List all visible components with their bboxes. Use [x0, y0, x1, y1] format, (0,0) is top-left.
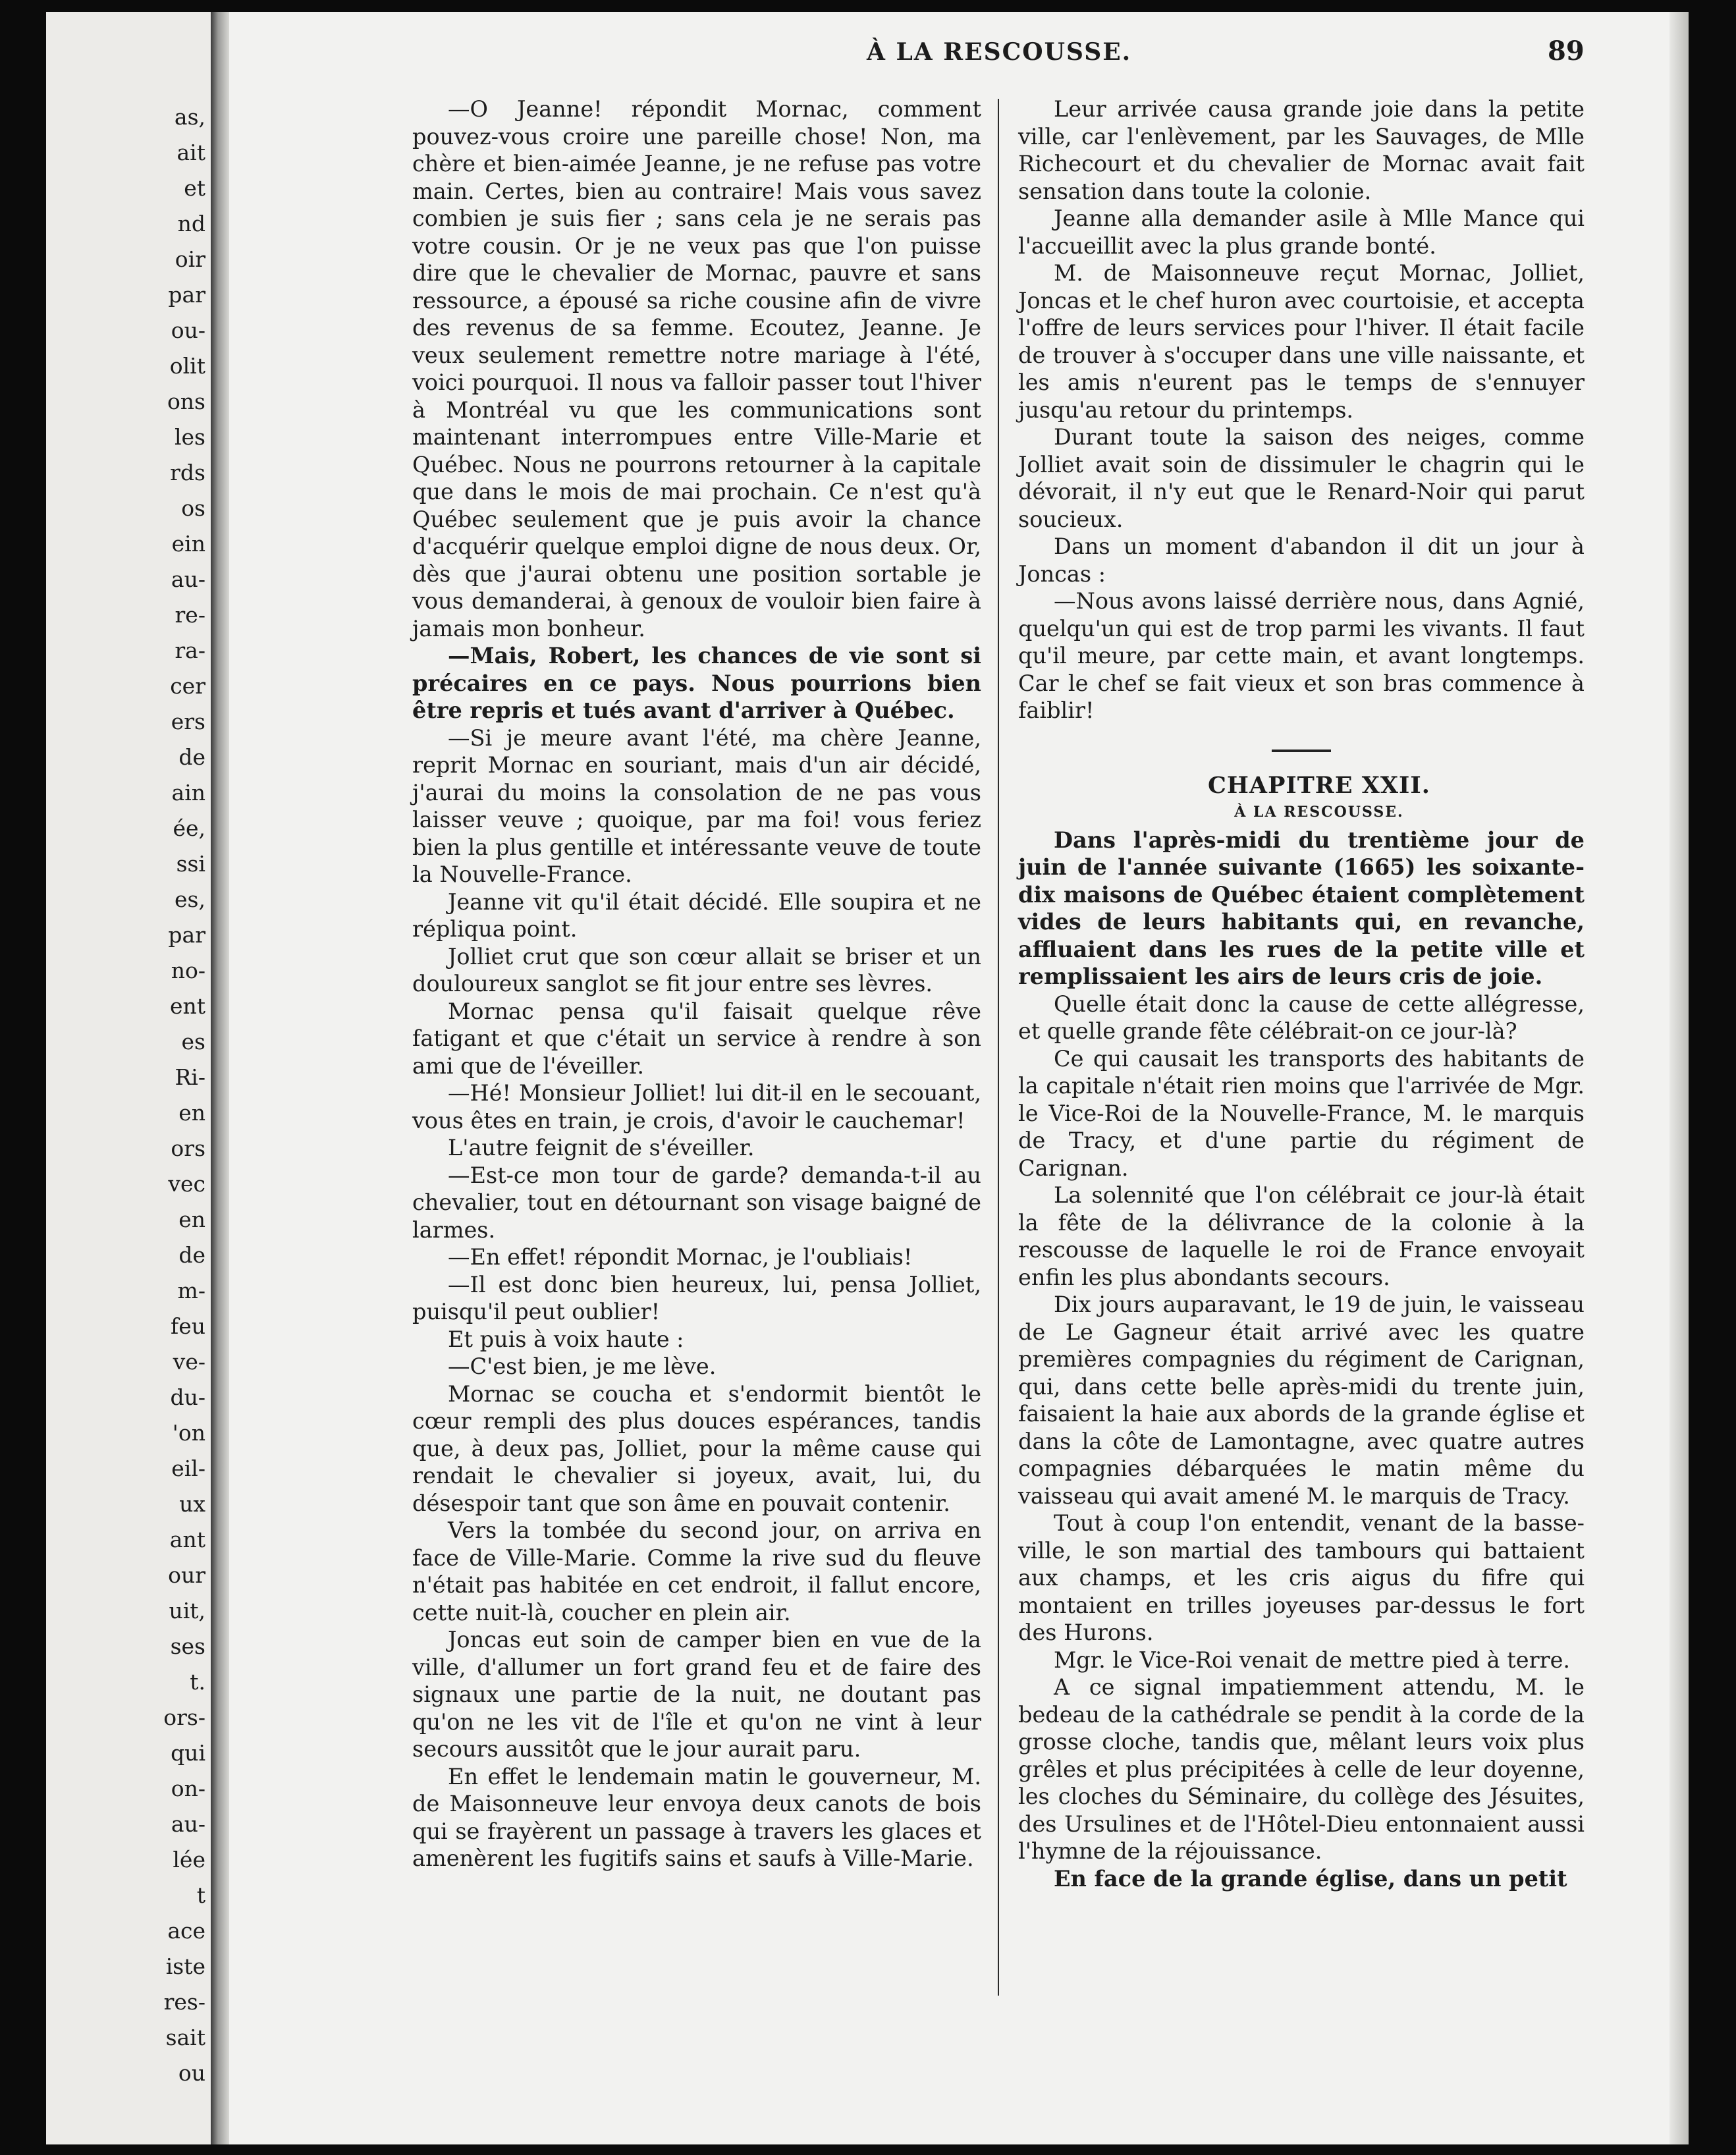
previous-page-fragment: es,	[175, 887, 205, 912]
previous-page-fragment: ve-	[173, 1349, 205, 1375]
paragraph: —O Jeanne! répondit Mornac, comment pouvez-vous croire une pareille chose! Non, ma chère et bien-aimée Jeanne, je ne refuse pas votre main. Certes, bien au contraire! Mais vous savez combien je suis fier ; sans cela je ne serais pas votre cousin. Or je ne veux pas que l'on puisse dire que le chevalier de Mornac, pauvre et sans ressource, a épousé sa riche cousine afin de vivre des revenus de sa femme. Ecoutez, Jeanne. Je veux seulement remettre notre mariage à l'été, voici pourquoi. Il nous va falloir passer tout l'hiver à Montréal vu que les communications sont maintenant interrompues entre Ville-Marie et Québec. Nous ne pourrons retourner à la capitale que dans le mois de mai prochain. Ce n'est qu'à Québec seulement que je puis avoir la chance d'acquérir quelque emploi digne de nous deux. Or, dès que j'aurai obtenu une position sortable je vous demanderai, à genoux de vouloir bien faire à jamais mon bonheur.	[412, 96, 981, 641]
right-column-bottom	[1018, 827, 1585, 1893]
paragraph: Leur arrivée causa grande joie dans la petite ville, car l'enlèvement, par les Sauvages, de Mlle Richecourt et du chevalier de Mornac avait fait sensation dans toute la colonie.	[1018, 96, 1585, 204]
paragraph: Quelle était donc la cause de cette allégresse, et quelle grande fête célébrait-on ce jour-là?	[1018, 991, 1585, 1044]
previous-page-fragment: os	[181, 495, 205, 521]
paragraph: L'autre feignit de s'éveiller.	[448, 1135, 755, 1160]
previous-page-fragment: ait	[176, 140, 205, 165]
scan-frame-right	[1689, 0, 1736, 2155]
paragraph: —Est-ce mon tour de garde? demanda-t-il au chevalier, tout en détournant son visage baigné de larmes.	[412, 1162, 981, 1243]
previous-page-fragment: ers	[171, 709, 205, 734]
previous-page-fragment: t	[196, 1882, 205, 1908]
chapter-subtitle: À LA RESCOUSSE.	[1234, 804, 1404, 821]
previous-page-fragment: sait	[165, 2025, 205, 2050]
previous-page-fragment: par	[168, 282, 205, 308]
scan-frame-bottom	[0, 2144, 1736, 2155]
previous-page-fragment: ein	[171, 531, 205, 557]
previous-page-fragment: Ri-	[175, 1064, 205, 1090]
previous-page-fragment: de	[178, 1242, 205, 1268]
previous-page-fragment: et	[184, 175, 205, 201]
paragraph: Ce qui causait les transports des habitants de la capitale n'était rien moins que l'arrivée de Mgr. le Vice-Roi de la Nouvelle-France, M. le marquis de Tracy, et d'une partie du régiment de Carignan.	[1018, 1045, 1585, 1181]
previous-page-fragment: en	[178, 1207, 205, 1232]
paragraph: La solennité que l'on célébrait ce jour-là était la fête de la délivrance de la colonie à la rescousse de laquelle le roi de France envoyait enfin les plus abondants secours.	[1018, 1182, 1585, 1290]
previous-page-fragment: lée	[173, 1847, 205, 1872]
right-text-column	[1018, 95, 1585, 1892]
paragraph: —Nous avons laissé derrière nous, dans Agnié, quelqu'un qui est de trop parmi les vivants. Il faut qu'il meure, par cette main, et avant longtemps. Car le chef se fait vieux et son bras commence à faiblir!	[1018, 588, 1585, 723]
paragraph: Mgr. le Vice-Roi venait de mettre pied à terre.	[1054, 1647, 1571, 1673]
paragraph: Durant toute la saison des neiges, comme Jolliet avait soin de dissimuler le chagrin qui le dévorait, il n'y eut que le Renard-Noir qui parut soucieux.	[1018, 424, 1585, 532]
previous-page-fragment: ant	[169, 1527, 205, 1552]
paragraph: Jeanne vit qu'il était décidé. Elle soupira et ne répliqua point.	[412, 888, 981, 942]
previous-page-fragment: as,	[174, 104, 205, 130]
paragraph: —Hé! Monsieur Jolliet! lui dit-il en le secouant, vous êtes en train, je crois, d'avoir le cauchemar!	[412, 1080, 981, 1133]
previous-page-fragment: au-	[171, 566, 205, 592]
paragraph: —Mais, Robert, les chances de vie sont si précaires en ce pays. Nous pourrions bien être repris et tués avant d'arriver à Québec.	[412, 643, 981, 723]
right-column-top	[1018, 95, 1585, 724]
paragraph: Mornac se coucha et s'endormit bientôt le cœur rempli des plus douces espérances, tandis que, à deux pas, Jolliet, pour la même cause qui rendait le chevalier si joyeux, avait, lui, du désespoir tant que son âme en pouvait contenir.	[412, 1380, 981, 1516]
previous-page-fragment: en	[178, 1100, 205, 1126]
previous-page-fragment: 'on	[172, 1420, 205, 1446]
previous-page-fragment: nd	[177, 211, 205, 236]
previous-page-fragment: our	[168, 1562, 205, 1588]
paragraph: En effet le lendemain matin le gouverneur, M. de Maisonneuve leur envoya deux canots de bois qui se frayèrent un passage à travers les glaces et amenèrent les fugitifs sains et saufs à Ville-Marie.	[412, 1763, 981, 1871]
previous-page-fragment: iste	[165, 1953, 205, 1979]
previous-page-fragment: feu	[171, 1313, 205, 1339]
paragraph: Joncas eut soin de camper bien en vue de la ville, d'allumer un fort grand feu et de faire des signaux une partie de la nuit, ne doutant pas qu'on ne les vit de l'île et qu'on ne vint à leur secours aussitôt que le jour aurait paru.	[412, 1627, 981, 1762]
previous-page-fragment: ain	[171, 780, 205, 805]
paragraph: Jolliet crut que son cœur allait se briser et un douloureux sanglot se fit jour entre ses lèvres.	[412, 943, 981, 996]
previous-page-fragment: ses	[170, 1633, 205, 1659]
previous-page-fragment: m-	[177, 1278, 205, 1303]
previous-page-fragment: ors-	[163, 1705, 205, 1730]
previous-page-fragment: ace	[167, 1918, 205, 1944]
previous-page-fragment: ons	[167, 389, 205, 414]
section-rule	[1272, 750, 1331, 752]
previous-page-fragment: ou-	[171, 317, 205, 343]
paragraph: Dix jours auparavant, le 19 de juin, le vaisseau de Le Gagneur était arrivé avec les quatre premières compagnies du régiment de Carignan, qui, dans cette belle après-midi du trente juin, faisaient la haie aux abords de la grande église et dans la côte de Lamontagne, avec quatre autres compagnies débarquées le matin même du vaisseau qui avait amené M. le marquis de Tracy.	[1018, 1292, 1585, 1509]
previous-page-fragment: ée,	[173, 815, 205, 841]
previous-page-fragment: de	[178, 744, 205, 770]
previous-page-fragment: ent	[169, 993, 205, 1019]
paragraph: M. de Maisonneuve reçut Mornac, Jolliet, Joncas et le chef huron avec courtoisie, et accepta l'offre de leurs services pour l'hiver. Il était facile de trouver à s'occuper dans une ville naissante, et les amis n'eurent pas le temps de s'ennuyer jusqu'au retour du printemps.	[1018, 260, 1585, 423]
previous-page-fragment: eil-	[171, 1456, 205, 1481]
book-gutter	[211, 12, 229, 2144]
paragraph: Dans l'après-midi du trentième jour de juin de l'année suivante (1665) les soixante-dix maisons de Québec étaient complètement vides de leurs habitants qui, en revanche, affluaient dans les rues de la petite ville et remplissaient les airs de leurs cris de joie.	[1018, 827, 1585, 989]
previous-page-fragment: ra-	[175, 638, 205, 663]
previous-page-fragment: no-	[171, 958, 205, 983]
paragraph: —Il est donc bien heureux, lui, pensa Jolliet, puisqu'il peut oublier!	[412, 1271, 981, 1324]
previous-page-fragment: cer	[170, 673, 205, 699]
previous-page-fragment: on-	[171, 1776, 205, 1801]
previous-page-fragment: uit,	[169, 1598, 205, 1623]
paragraph: —En effet! répondit Mornac, je l'oubliais!	[448, 1244, 913, 1270]
column-divider	[998, 99, 999, 1996]
paragraph: Dans un moment d'abandon il dit un jour à Joncas :	[1018, 533, 1585, 587]
previous-page-fragment: ors	[171, 1135, 205, 1161]
previous-page-fragment: ssi	[176, 851, 205, 877]
chapter-title: CHAPITRE XXII.	[1207, 771, 1430, 799]
previous-page-fragment: du-	[170, 1384, 205, 1410]
previous-page-fragment: re-	[175, 602, 205, 628]
previous-page-fragment: t.	[190, 1669, 205, 1695]
previous-page-edge	[46, 12, 211, 2144]
previous-page-fragment: rds	[170, 460, 205, 485]
page-number: 89	[1548, 36, 1585, 67]
previous-page-fragment: olit	[169, 353, 205, 379]
previous-page-fragment: res-	[163, 1989, 205, 2015]
previous-page-fragment: par	[168, 922, 205, 948]
scan-frame-left	[0, 0, 46, 2155]
running-header: À LA RESCOUSSE.	[867, 38, 1132, 66]
previous-page-fragment: ux	[179, 1491, 205, 1517]
paragraph: Jeanne alla demander asile à Mlle Mance qui l'accueillit avec la plus grande bonté.	[1018, 205, 1585, 259]
page-edge-shadow	[1669, 12, 1689, 2144]
previous-page-fragment: au-	[171, 1811, 205, 1837]
paragraph: Et puis à voix haute :	[448, 1326, 684, 1352]
paragraph: Vers la tombée du second jour, on arriva en face de Ville-Marie. Comme la rive sud du fleuve n'était pas habitée en cet endroit, il fallut encore, cette nuit-là, coucher en plein air.	[412, 1517, 981, 1625]
previous-page-fragment: oir	[175, 246, 205, 272]
previous-page-fragment: vec	[168, 1171, 205, 1197]
previous-page-fragment: qui	[171, 1740, 205, 1766]
paragraph: —C'est bien, je me lève.	[448, 1353, 717, 1379]
previous-page-fragment: es	[181, 1029, 205, 1054]
paragraph: A ce signal impatiemment attendu, M. le bedeau de la cathédrale se pendit à la corde de la grosse cloche, tandis que, mêlant leurs voix plus grêles et plus précipitées à celle de leur doyenne, les cloches du Séminaire, du collège des Jésuites, des Ursulines et de l'Hôtel-Dieu entonnaient aussi l'hymne de la réjouissance.	[1018, 1674, 1585, 1864]
paragraph: —Si je meure avant l'été, ma chère Jeanne, reprit Mornac en souriant, mais d'un air décidé, j'aurai du moins la consolation de ne pas vous laisser veuve ; quoique, par ma foi! vous feriez bien la plus gentille et intéressante veuve de toute la Nouvelle-France.	[412, 724, 981, 887]
previous-page-fragment: ou	[178, 2060, 205, 2086]
paragraph: En face de la grande église, dans un petit	[1054, 1865, 1567, 1892]
paragraph: Mornac pensa qu'il faisait quelque rêve fatigant et que c'était un service à rendre à son ami que de l'éveiller.	[412, 998, 981, 1079]
left-text-column	[412, 95, 981, 1872]
previous-page-fragment: les	[174, 424, 205, 450]
scan-frame-top	[0, 0, 1736, 12]
paragraph: Tout à coup l'on entendit, venant de la basse-ville, le son martial des tambours qui battaient aux champs, et les cris aigus du fifre qui montaient en trilles joyeuses par-dessus le fort des Hurons.	[1018, 1510, 1585, 1645]
